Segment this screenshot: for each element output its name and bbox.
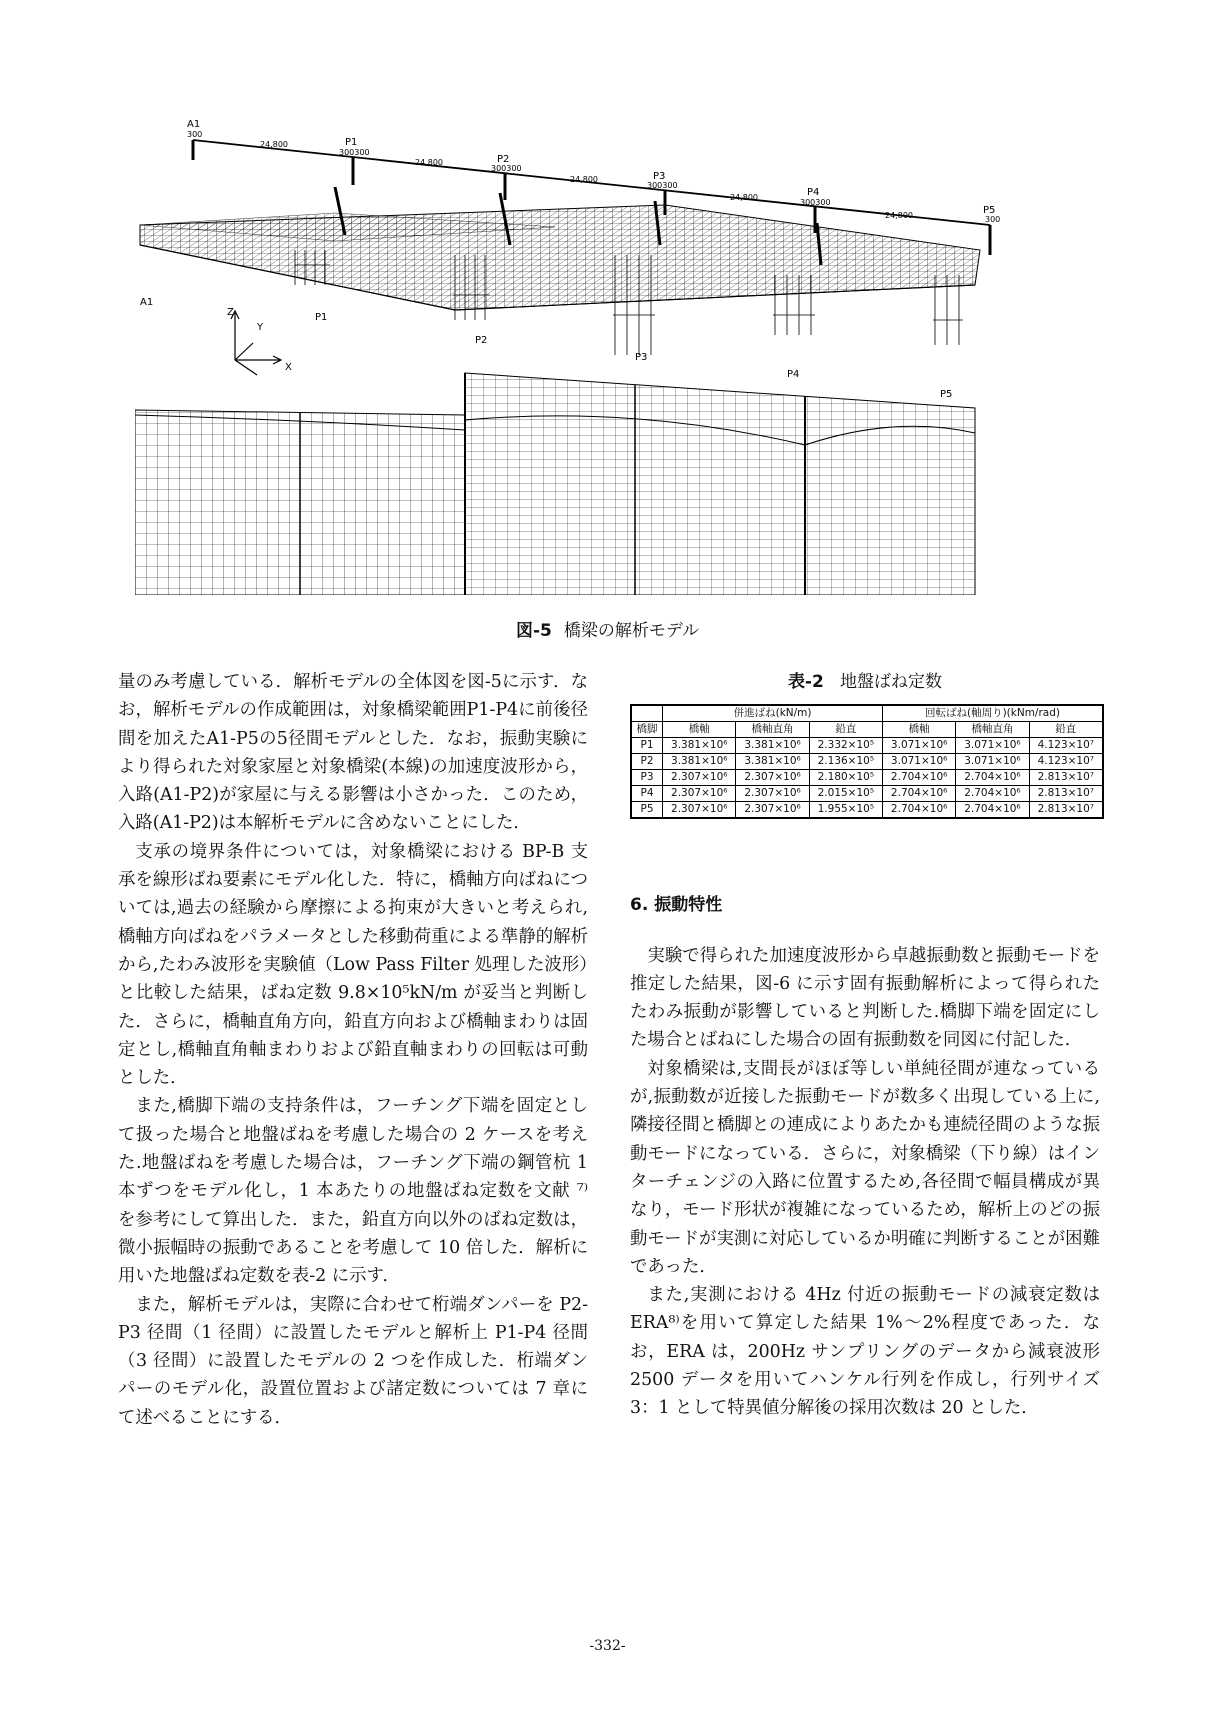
- row-label-cell: P4: [631, 786, 663, 802]
- right-paragraph-1: 実験で得られた加速度波形から卓越振動数と振動モードを推定した結果，図-6 に示す固有振動解析によって得られたたわみ振動が影響していると判断した.橋脚下端を固定にした場合とばねにした場合の固有振動数を同図に付記した．: [630, 945, 1100, 1051]
- isometric-deck: [140, 187, 980, 355]
- table-cell: 3.071×10⁶: [956, 738, 1029, 754]
- table-cell: 2.015×10⁵: [809, 786, 882, 802]
- label-p4-low: P4: [787, 369, 800, 380]
- gap-p4: 300300: [800, 198, 831, 207]
- figure-caption: [0, 616, 1215, 641]
- table-cell: 2.136×10⁵: [809, 754, 882, 770]
- figure-title: 橋梁の解析モデル: [563, 621, 700, 641]
- column-header: 鉛直: [1029, 722, 1103, 738]
- section-heading: 6. 振動特性: [630, 895, 723, 916]
- table-caption: [630, 668, 1100, 696]
- span-dim-1: 24,800: [260, 140, 288, 149]
- table-row: [631, 754, 1103, 770]
- column-header: 橋軸直角: [736, 722, 809, 738]
- label-p4-top: P4: [807, 187, 820, 198]
- table-cell: 3.071×10⁶: [883, 738, 956, 754]
- soil-spring-table: [630, 704, 1104, 819]
- right-paragraph-2: 対象橋梁は,支間長がほぼ等しい単純径間が連なっているが,振動数が近接した振動モードが数多く出現している上に,隣接径間と橋脚との連成によりあたかも連続径間のような振動モードになっている．さらに，対象橋梁（下り線）はインターチェンジの入路に位置するため,各径間で幅員構成が異なり，モード形状が複雑になっているため，解析上のどの振動モードが実測に対応しているか明確に判断することが困難であった．: [630, 1058, 1100, 1277]
- table-cell: 2.307×10⁶: [736, 786, 809, 802]
- group-header-rotational: 回転ばね(軸周り)(kNm/rad): [883, 705, 1104, 722]
- table-cell: 2.704×10⁶: [883, 802, 956, 819]
- span-dim-3: 24,800: [570, 175, 598, 184]
- table-cell: 4.123×10⁷: [1029, 754, 1103, 770]
- table-cell: 2.813×10⁷: [1029, 786, 1103, 802]
- coordinate-axes: [231, 311, 281, 375]
- label-p3-low: P3: [635, 352, 648, 363]
- table-cell: 1.955×10⁵: [809, 802, 882, 819]
- row-label-cell: P2: [631, 754, 663, 770]
- label-p3-top: P3: [653, 171, 666, 182]
- left-paragraph-3: また,橋脚下端の支持条件は，フーチング下端を固定として扱った場合と地盤ばねを考慮した場合の 2 ケースを考えた.地盤ばねを考慮した場合は，フーチング下端の鋼管杭 1 本ずつをモデル化し，1 本あたりの地盤ばね定数を文献 ⁷⁾ を参考にして算出した．また，鉛直方向以外のばね定数は，微小振幅時の振動であることを考慮して 10 倍した．解析に用いた地盤ばね定数を表-2 に示す．: [118, 1096, 589, 1287]
- axis-z-label: Z: [227, 307, 234, 318]
- right-paragraph-3: また,実測における 4Hz 付近の振動モードの減衰定数は ERA⁸⁾を用いて算定した結果 1%～2%程度であった．なお，ERA は，200Hz サンプリングのデータから減衰波形 2500 データを用いてハンケル行列を作成し，行列サイズ 3：1 として特異値分解後の採用次数は 20 とした．: [630, 1285, 1100, 1419]
- table-cell: 3.071×10⁶: [883, 754, 956, 770]
- row-label-cell: P5: [631, 802, 663, 819]
- table-number: 表-2: [787, 672, 824, 692]
- left-paragraph-4: また，解析モデルは，実際に合わせて桁端ダンパーを P2-P3 径間（1 径間）に設置したモデルと解析上 P1-P4 径間（3 径間）に設置したモデルの 2 つを作成した．桁端ダンパーのモデル化，設置位置および諸定数については 7 章にて述べることにする．: [118, 1294, 588, 1428]
- table-title: 地盤ばね定数: [840, 672, 943, 692]
- table-cell: 2.813×10⁷: [1029, 802, 1103, 819]
- left-paragraph-2: 支承の境界条件については，対象橋梁における BP-B 支承を線形ばね要素にモデル化した．特に，橋軸方向ばねについては,過去の経験から摩擦による拘束が大きいと考えられ,橋軸方向ばねをパラメータとした移動荷重による準静的解析から,たわみ波形を実験値（Low Pass Filter 処理した波形）と比較した結果，ばね定数 9.8×10⁵kN/m が妥当と判断した．さらに，橋軸直角方向，鉛直方向および橋軸まわりは固定とし,橋軸直角軸まわりおよび鉛直軸まわりの回転は可動とした．: [118, 841, 588, 1089]
- gap-a1: 300: [187, 130, 203, 139]
- table-cell: 3.381×10⁶: [663, 754, 736, 770]
- axis-x-label: X: [285, 362, 292, 373]
- row-label-cell: P1: [631, 738, 663, 754]
- table-cell: 2.307×10⁶: [663, 770, 736, 786]
- span-dim-4: 24,800: [730, 193, 758, 202]
- elevation-mesh: [135, 373, 975, 595]
- column-header: 鉛直: [809, 722, 882, 738]
- table-cell: 3.381×10⁶: [736, 738, 809, 754]
- label-p5-low: P5: [940, 389, 953, 400]
- page-number: -332-: [589, 1638, 626, 1654]
- table-cell: 2.704×10⁶: [956, 770, 1029, 786]
- table-cell: 2.307×10⁶: [736, 802, 809, 819]
- gap-p2: 300300: [491, 164, 522, 173]
- table-cell: 2.332×10⁵: [809, 738, 882, 754]
- label-a1-top: A1: [187, 119, 201, 130]
- pier-labels-top: [187, 119, 995, 216]
- table-row: [631, 786, 1103, 802]
- label-a1-low: A1: [140, 297, 154, 308]
- label-p2-low: P2: [475, 335, 488, 346]
- gap-p5: 300: [985, 215, 1001, 224]
- left-paragraph-1: 量のみ考慮している．解析モデルの全体図を図-5に示す．なお，解析モデルの作成範囲は，対象橋梁範囲P1-P4に前後径間を加えたA1-P5の5径間モデルとした．なお，振動実験により得られた対象家屋と対象橋梁(本線)の加速度波形から，入路(A1-P2)が家屋に与える影響は小さかった．このため，入路(A1-P2)は本解析モデルに含めないことにした．: [118, 672, 588, 834]
- table-corner-cell: [631, 705, 663, 722]
- table-cell: 3.381×10⁶: [663, 738, 736, 754]
- gap-p3: 300300: [647, 181, 678, 190]
- column-header: 橋軸: [883, 722, 956, 738]
- group-header-translational: 併進ばね(kN/m): [663, 705, 883, 722]
- right-column: [630, 668, 1100, 1423]
- column-header: 橋軸: [663, 722, 736, 738]
- label-p2-top: P2: [497, 154, 510, 165]
- table-cell: 2.704×10⁶: [883, 786, 956, 802]
- table-cell: 3.381×10⁶: [736, 754, 809, 770]
- left-column: [118, 668, 588, 1432]
- table-body: [631, 738, 1103, 819]
- table-cell: 2.704×10⁶: [956, 802, 1029, 819]
- column-header: 橋軸直角: [956, 722, 1029, 738]
- table-cell: 2.307×10⁶: [663, 802, 736, 819]
- table-cell: 2.704×10⁶: [956, 786, 1029, 802]
- axis-y-label: Y: [257, 322, 264, 333]
- table-cell: 2.307×10⁶: [736, 770, 809, 786]
- table-cell: 2.813×10⁷: [1029, 770, 1103, 786]
- figure-number: 図-5: [515, 621, 552, 641]
- label-p1-low: P1: [315, 312, 328, 323]
- bridge-analysis-model-figure: [135, 115, 1095, 595]
- table-row: [631, 770, 1103, 786]
- label-p1-top: P1: [345, 137, 358, 148]
- table-group-header-row: [631, 705, 1103, 722]
- span-dim-5: 24,800: [885, 211, 913, 220]
- column-header: 橋脚: [631, 722, 663, 738]
- table-row: [631, 738, 1103, 754]
- row-label-cell: P3: [631, 770, 663, 786]
- table-column-header-row: [631, 722, 1103, 738]
- table-cell: 3.071×10⁶: [956, 754, 1029, 770]
- span-dim-2: 24,800: [415, 158, 443, 167]
- table-cell: 2.180×10⁵: [809, 770, 882, 786]
- table-row: [631, 802, 1103, 819]
- table-cell: 2.307×10⁶: [663, 786, 736, 802]
- label-p5-top: P5: [983, 205, 996, 216]
- table-cell: 2.704×10⁶: [883, 770, 956, 786]
- table-cell: 4.123×10⁷: [1029, 738, 1103, 754]
- gap-p1: 300300: [339, 148, 370, 157]
